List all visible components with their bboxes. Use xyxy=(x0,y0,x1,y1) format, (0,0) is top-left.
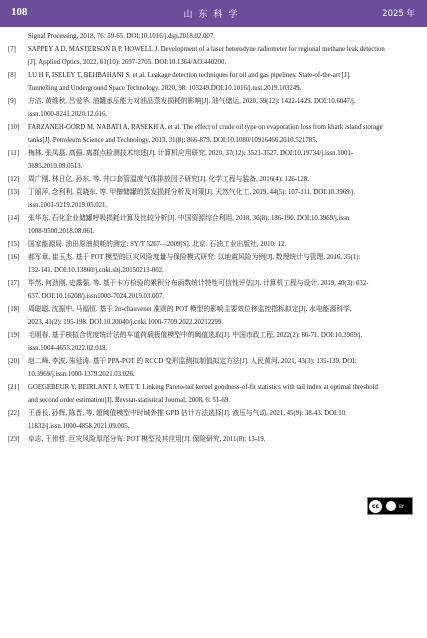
reference-text-line: [J]. Applied Optics, 2022, 61(10): 2697-2705. DOI:10.1364/AO.440200. xyxy=(28,59,227,66)
reference-number: [16] xyxy=(8,254,20,261)
reference-text-line: 11832/j.issn.1000-4858.2021.09.005. xyxy=(28,423,130,430)
reference-entry xyxy=(8,329,420,355)
reference-number: [10] xyxy=(8,124,20,131)
reference-number: [17] xyxy=(8,280,20,287)
reference-text-line: Signal Processing, 2018, 76: 59-65. DOI:10.1016/j.dsp.2018.02.007. xyxy=(28,33,215,40)
reference-number: [14] xyxy=(8,215,20,222)
reference-number: [9] xyxy=(8,98,16,105)
reference-entry xyxy=(8,121,420,147)
reference-text-line: 王善长, 孙辉, 陈晋, 等. 超阈值模型中时域外推 GPD 估计方法选择[J]. 液压与气动, 2021, 45(9): 38-43. DOI:10. xyxy=(28,410,347,417)
reference-number: [13] xyxy=(8,189,20,196)
reference-text-line: 方洁, 黄维秋, 吕爱华. 油罐承压能力对油品蒸发损耗的影响[J]. 油气储运, 2020, 39(12): 1422-1429. DOI:10.6047/j. xyxy=(28,98,356,105)
journal-header xyxy=(0,0,427,27)
reference-number: [21] xyxy=(8,384,20,391)
reference-text-line: 637. DOI:10.16208/j.issn1000-7024.2019.03.007. xyxy=(28,293,164,300)
reference-text-line: 丁丽萍, 念利利, 袁晓东, 等. 甲醇储罐的蒸发损耗分析及对策[J]. 天然气化工, 2019, 44(5): 107-111. DOI:10.3969/j. xyxy=(28,189,356,196)
reference-text-line: 赵二峰, 李波, 朱延涛. 基于 PPA-POT 的 RCCD 变形监测拟制值拟定方法[J]. 人民黄河, 2021, 43(3): 135-139. DOI: xyxy=(28,358,357,365)
reference-entry xyxy=(8,277,420,303)
reference-number: [15] xyxy=(8,241,20,248)
reference-text-line: 1008-9500.2018.08.061. xyxy=(28,228,95,235)
reference-entry xyxy=(8,186,420,212)
reference-entry xyxy=(8,43,420,69)
reference-text-line: 周聪聪, 沈振中, 马福恒. 基于 2σ-chauvenet 准则的 POT 模型的影响主要效位移监控指标拟定[J]. 水电能源科学, xyxy=(28,306,352,313)
reference-text-line: issn.1001-9219.2019.05.021. xyxy=(28,202,108,209)
journal-year: 2025 年 xyxy=(382,9,415,19)
reference-entry xyxy=(8,95,420,121)
reference-text-line: 132-141. DOI:10.13860/j.cnki.sltj.20150213-002. xyxy=(28,267,164,274)
reference-entry xyxy=(8,173,420,186)
reference-text-line: 郝军章, 崔玉杰. 基于 POT 模型的巨灾风险度量与保险模式研究: 以地震风险为例[J]. 数理统计与管理, 2016, 35(1): xyxy=(28,254,361,261)
reference-entry xyxy=(8,381,420,407)
reference-entry xyxy=(8,303,420,329)
reference-entry xyxy=(8,69,420,95)
page-number: 108 xyxy=(11,6,28,18)
reference-entry xyxy=(8,433,420,446)
reference-number: [11] xyxy=(8,150,20,157)
reference-text-line: Tunnelling and Underground Space Technology, 2020, 98: 103249.DOI:10.1016/j.tust.2019.103249. xyxy=(28,85,302,92)
reference-number: [7] xyxy=(8,46,16,53)
reference-text-line: 国家能源局. 油田原油损耗的测定: SY/T 5267—2009[S]. 北京: 石油工业出版社, 2010: 12. xyxy=(28,241,286,248)
reference-text-line: issn.1004-4655.2022.02.018. xyxy=(28,345,108,352)
reference-number: [23] xyxy=(8,436,20,443)
person-icon xyxy=(386,501,396,511)
reference-number: [12] xyxy=(8,176,20,183)
by-label: BY xyxy=(399,503,404,509)
reference-entry xyxy=(8,251,420,277)
reference-text-line: 毛明春. 基于核拟合优度统计法的车道荷载极值模型中的阈值选取[J]. 中国市政工程, 2022(2): 66-71. DOI:10.3969/j. xyxy=(28,332,363,339)
reference-text-line: LU H F, ISELEY T, BEHBAHANI S, et al. Leakage detection techniques for oil and gas pipelines: State-of-the-art [J]. xyxy=(28,72,351,79)
reference-entry xyxy=(8,238,420,251)
reference-text-line: GOEGEBEUR Y, BEIRLANT J, WET T. Linking Pareto-tail kernel goodness-of-fit statistics with tail index at optimal threshold xyxy=(28,384,378,391)
reference-text-line: 阜志, 王伟哲. 巨灾风险厚尾分布: POT 模型及其应用[J]. 保险研究, 2011(8): 13-19. xyxy=(28,436,266,443)
reference-entry xyxy=(8,407,420,433)
cc-license-badge[interactable] xyxy=(367,497,413,515)
reference-number: [19] xyxy=(8,332,20,339)
reference-text-line: 梅林, 张凤磊, 高强. 离群点检测技术综述[J]. 计算机应用研究, 2020, 37(12): 3521-3527. DOI:10.19734/j.issn.1001- xyxy=(28,150,354,157)
reference-text-line: SAPPEY A D, MASTERSON B P, HOWELL J. Development of a laser heterodyne radiometer for regional methane leak detection xyxy=(28,46,385,53)
reference-text-line: 周广刚, 林日亿, 孙东, 等. 井口套管温度气体排放因子研究[J]. 化学工程与装备, 2016(4): 126-128. xyxy=(28,176,309,183)
reference-number: [22] xyxy=(8,410,20,417)
reference-entry xyxy=(8,355,420,381)
reference-text-line: 张华东. 石化企业储罐呼吸损耗计算及比较分析[J]. 中国资源综合利用, 2018, 36(8): 186-190. DOI:10.3969/j.issn. xyxy=(28,215,351,222)
reference-text-line: and second order estimation[J]. Revstat-statistical Journal, 2008, 6: 51-69. xyxy=(28,397,230,404)
reference-number: [8] xyxy=(8,72,16,79)
reference-entry xyxy=(8,147,420,173)
reference-entry xyxy=(8,30,420,43)
reference-number: [18] xyxy=(8,306,20,313)
reference-text-line: 2023, 41(2): 195-198. DOI:10.20040/j.cnki.1000-7709.2022.20212299. xyxy=(28,319,224,326)
reference-text-line: issn.1000-8241.2020.12.016. xyxy=(28,111,108,118)
journal-name: 山东科学 xyxy=(183,10,244,20)
reference-text-line: tanks[J]. Petroleum Science and Technology, 2013, 31(8): 866-879. DOI:10.1080/10916466.2010.521785. xyxy=(28,137,318,144)
reference-text-line: FARZANEH-GORD M, NABATI A, RASEKH A, et al. The effect of crude oil type on evaporation loss from khark island storage xyxy=(28,124,383,131)
reference-list xyxy=(8,30,420,446)
cc-icon: cc xyxy=(369,500,382,513)
reference-entry xyxy=(8,212,420,238)
reference-number: [20] xyxy=(8,358,20,365)
reference-text-line: 10.3969/j.issn.1000-1379.2021.03.026. xyxy=(28,371,135,378)
reference-text-line: 3695.2019.09.0513. xyxy=(28,163,83,170)
reference-text-line: 毕然, 何劲刚, 史露强, 等. 基于卡方检验的累积分布函数统计特性可信性评估[J]. 计算机工程与设计, 2019, 40(3): 632- xyxy=(28,280,369,287)
